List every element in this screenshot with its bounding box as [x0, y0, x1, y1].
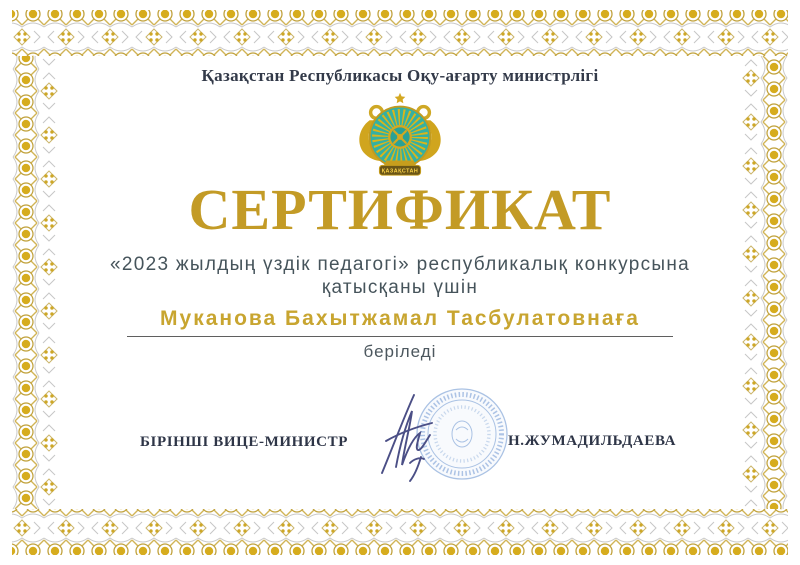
signatory-title: БІРІНШІ ВИЦЕ-МИНИСТР: [140, 434, 348, 450]
stamp-and-signature: [372, 381, 522, 491]
award-line-2: қатысқаны үшін: [321, 277, 479, 298]
signatory-name: Н.ЖУМАДИЛЬДАЕВА: [508, 433, 677, 449]
issued-text: беріледі: [363, 342, 437, 361]
recipient-name: Муканова Бахытжамал Тасбулатовнаға: [160, 307, 640, 330]
award-line-1: «2023 жылдың үздік педагогі» республикалық конкурсына: [109, 254, 691, 275]
ministry-header: Қазақстан Республикасы Оқу-ағарту министрлігі: [201, 66, 599, 85]
certificate-title: СЕРТИФИКАТ: [188, 177, 612, 242]
emblem-banner-label: ҚАЗАҚСТАН: [381, 168, 419, 175]
official-stamp-icon: [417, 389, 507, 479]
kazakhstan-emblem-icon: [351, 91, 449, 179]
name-underline: [127, 336, 673, 337]
